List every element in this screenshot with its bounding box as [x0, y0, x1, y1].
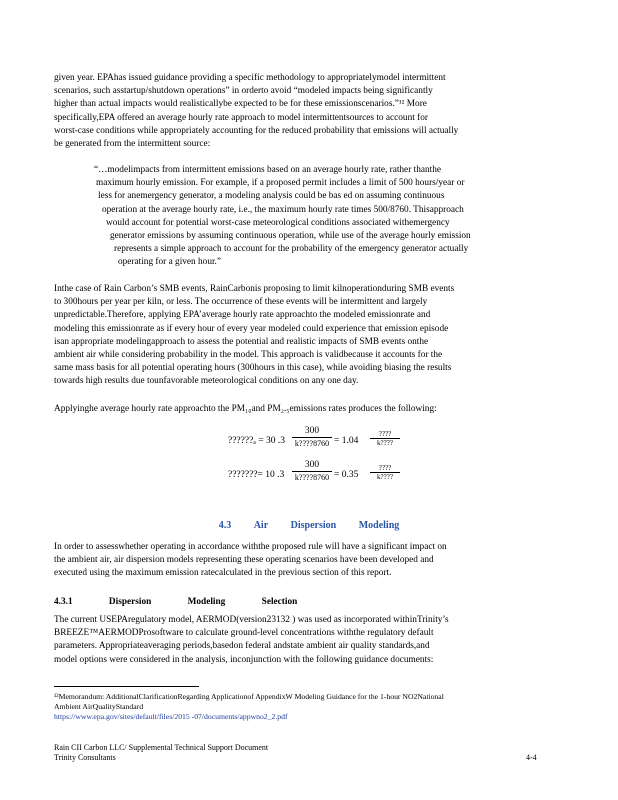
fraction-numerator: 300	[304, 460, 320, 470]
text-line: executed using the maximum emission ratecalculated in the previous section of this report.	[54, 568, 392, 579]
text-line: modeling this emissionrate as if every hour of every year modeled could experience that emission episode	[54, 323, 449, 334]
paragraph-aermod	[54, 614, 566, 667]
text-line: unpredictable.Therefore, applying EPA’average hourly rate approachto the modeled emissionrate and	[54, 310, 431, 321]
footnote-line: Ambient AirQualityStandard	[54, 702, 144, 711]
text-line: the ambient air, air dispersion models representing these operating scenarios have been developed and	[54, 555, 434, 566]
section-number: 4.3	[218, 520, 232, 531]
paragraph-smb-events	[54, 283, 566, 389]
unit-fraction	[370, 464, 400, 481]
unit-fraction	[370, 430, 400, 447]
quote-line: generator emissions by assuming continuous operation, while use of the average hourly emission	[110, 231, 471, 242]
quote-line: operating for a given hour.”	[118, 257, 222, 268]
quote-line: “…modelimpacts from intermittent emissions based on an average hourly rate, rather thanthe	[94, 165, 441, 175]
quote-line: represents a simple approach to account for the probability of the emergency generator actually	[114, 244, 469, 255]
section-title-word: Air	[253, 520, 269, 531]
footer-line: Trinity Consultants	[54, 753, 116, 762]
text-line: same mass basis for all potential operating hours (300hours in this case), while avoiding biasing the results	[54, 363, 452, 374]
quote-line: operation at the average hourly rate, i.e., the maximum hourly rate times 500/8760. Thisapproach	[102, 204, 464, 215]
footer-line: Rain CII Carbon LLC/ Supplemental Technical Support Document	[54, 743, 269, 752]
footnote-link[interactable]: https://www.epa.gov/sites/default/files/2015 -07/documents/appwno2_2.pdf	[54, 712, 288, 721]
text-line: BREEZE™AERMODProsoftware to calculate ground-level concentrations withthe regulatory default	[54, 628, 434, 639]
footnote	[54, 692, 444, 722]
quote-line: would account for potential worst-case meteorological conditions associated withemergency	[106, 217, 450, 228]
block-quote	[86, 164, 566, 270]
text-line: specifically,EPA offered an average hourly rate approach to model intermittentsources to account for	[54, 112, 428, 123]
text-line: The current USEPAregulatory model, AERMOD(version23132 ) was used as incorporated withinTrinity’s	[54, 615, 449, 625]
quote-line: maximum hourly emission. For example, if a proposed permit includes a limit of 500 hours/year or	[96, 178, 465, 189]
subsection-word: Modeling	[187, 597, 226, 607]
footnote-line: ¹²Memorandum: AdditionalClarificationRegarding Applicationof AppendixW Modeling Guidance for the 1-hour NO2National	[54, 692, 444, 701]
equation-fraction	[292, 460, 332, 482]
text-line: scenarios, such asstartup/shutdown operations” in orderto avoid “modeled impacts being significantly	[54, 86, 433, 97]
text-line: worst-case conditions while appropriately accounting for the reduced probability that emissions will actually	[54, 125, 459, 136]
text-line: towards high results due tounfavorable meteorological conditions on any one day.	[54, 376, 359, 387]
subsection-word: Selection	[261, 597, 298, 607]
text-line: model options were considered in the analysis, inconjunction with the following guidance documents:	[54, 654, 434, 665]
equation-rhs: = 1.04	[334, 436, 359, 446]
equation-fraction	[292, 426, 332, 448]
equation-rhs: = 0.35	[334, 470, 359, 480]
unit-top: ????	[378, 464, 392, 472]
section-heading	[0, 520, 618, 531]
subsection-word: Dispersion	[108, 597, 152, 607]
fraction-numerator: 300	[304, 426, 320, 436]
subsection-number: 4.3.1	[54, 597, 73, 607]
paragraph-air-dispersion	[54, 541, 566, 581]
text-line: Inthe case of Rain Carbon’s SMB events, RainCarbonis proposing to limit kilnoperationduring SMB events	[54, 284, 455, 294]
equation-lhs: ???????= 10 .3	[228, 470, 285, 480]
page-footer	[54, 743, 268, 763]
text-line: Applyinghe average hourly rate approachto the PM₁₀and PM₂.₅emissions rates produces the following:	[54, 404, 437, 414]
equation-lhs: ??????ₐ = 30 .3	[228, 436, 286, 446]
text-line: In order to assesswhether operating in accordance withthe proposed rule will have a significant impact on	[54, 542, 447, 552]
text-line: ambient air while considering probability in the model. This approach is validbecause it accounts for the	[54, 350, 443, 361]
text-line: given year. EPAhas issued guidance providing a specific methodology to appropriatelymodel intermittent	[54, 73, 446, 83]
section-title-word: Modeling	[358, 520, 400, 531]
text-line: to 300hours per year per kiln, or less. The occurrence of these events will be intermittent and largely	[54, 297, 428, 308]
text-line: isan appropriate modelingapproach to assess the potential and realistic impacts of SMB events onthe	[54, 336, 429, 347]
unit-top: ????	[378, 430, 392, 438]
paragraph-apply-rate	[54, 403, 566, 416]
text-line: parameters. Appropriateaveraging periods,basedon federal andstate ambient air quality standards,and	[54, 641, 430, 652]
text-line: be generated from the intermittent source:	[54, 139, 211, 150]
quote-line: less for anemergency generator, a modeling analysis could be bas ed on assuming continuous	[98, 191, 445, 202]
text-line: higher than actual impacts would realisticallybe expected to be for these emissionscenarios.”¹² More	[54, 99, 427, 110]
fraction-denominator: k????8760	[294, 473, 330, 482]
page-number: 4-4	[526, 753, 537, 762]
fraction-denominator: k????8760	[294, 439, 330, 448]
section-title-word: Dispersion	[290, 520, 337, 531]
paragraph-intermittent-guidance	[54, 72, 566, 151]
footnote-divider	[54, 686, 199, 687]
unit-bottom: k????	[377, 439, 393, 447]
unit-bottom: k????	[377, 473, 393, 481]
subsection-heading	[54, 597, 331, 607]
equation-pm25	[228, 462, 408, 502]
